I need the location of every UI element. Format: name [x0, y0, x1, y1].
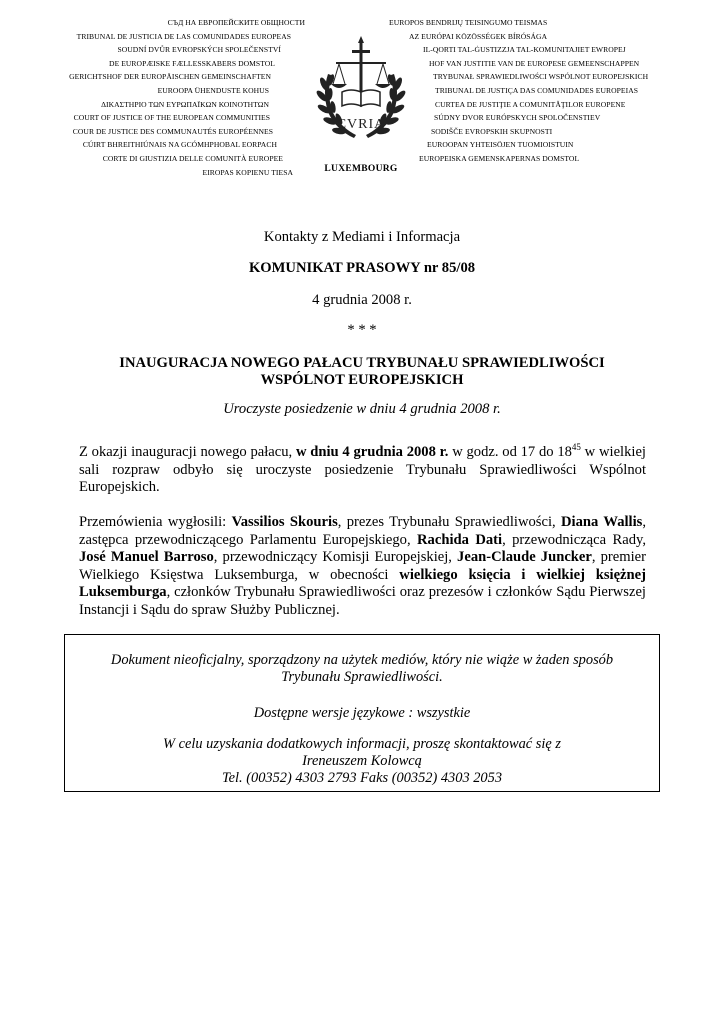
bold-date: w dniu 4 grudnia 2008 r.: [295, 444, 449, 460]
contact-line: W celu uzyskania dodatkowych informacji, proszę skontaktować się z: [163, 736, 561, 752]
court-name: EUROPOS BENDRIJŲ TEISINGUMO TEISMAS: [389, 18, 548, 27]
court-name: EUROOPA ÜHENDUSTE KOHUS: [157, 85, 269, 95]
court-name: DE EUROPÆISKE FÆLLESSKABERS DOMSTOL: [109, 58, 275, 68]
speaker-name: Jean-Claude Juncker: [457, 549, 592, 565]
text-run: Przemówienia wygłosili:: [79, 514, 232, 530]
court-name: SODIŠČE EVROPSKIH SKUPNOSTI: [431, 126, 553, 136]
text-run: , członków Trybunału Sprawiedliwości oraz prezesów i członków Sądu Pierwszej Instancji i Sądu do spraw Służby Publicznej.: [79, 584, 646, 618]
office-name: Kontakty z Mediami i Informacja: [263, 229, 461, 245]
court-name: ΔΙΚΑΣΤΗΡΙΟ ΤΩΝ ΕΥΡΩΠΑΪΚΩΝ ΚΟΙΝΟΤΗΤΩΝ: [101, 99, 269, 109]
speaker-name: Rachida Dati: [417, 531, 503, 548]
court-name: EIROPAS KOPIENU TIESA: [202, 167, 293, 177]
title-line: WSPÓLNOT EUROPEJSKICH: [260, 372, 464, 388]
court-name: EUROOPAN YHTEISÖJEN TUOMIOISTUIN: [427, 140, 574, 150]
court-name: GERICHTSHOF DER EUROPÄISCHEN GEMEINSCHAFTEN: [69, 72, 271, 82]
contact-phone: Tel. (00352) 4303 2793 Faks (00352) 4303 2053: [221, 770, 503, 786]
disclaimer-line: Trybunału Sprawiedliwości.: [281, 669, 443, 685]
text-run: w wielkiej sali rozpraw odbyło się uroczyste posiedzenie Trybunału Sprawiedliwości Wspólnot Europejskich.: [79, 444, 646, 495]
court-name: TRIBUNAL DE JUSTIÇA DAS COMUNIDADES EUROPEIAS: [435, 85, 639, 95]
language-versions: Dostępne wersje językowe : wszystkie: [253, 705, 471, 721]
court-name: COUR DE JUSTICE DES COMMUNAUTÉS EUROPÉENNES: [72, 126, 273, 136]
title-line: INAUGURACJA NOWEGO PAŁACU TRYBUNAŁU SPRAWIEDLIWOŚCI: [119, 355, 605, 371]
paragraph-inauguration: [79, 444, 646, 497]
court-names-right: [389, 16, 709, 166]
disclaimer-line: Dokument nieoficjalny, sporządzony na użytek mediów, który nie wiąże w żaden sposób: [110, 652, 614, 668]
text-run: Z okazji inauguracji nowego pałacu,: [79, 444, 296, 460]
document-title: [60, 355, 664, 389]
document-subtitle: Uroczyste posiedzenie w dniu 4 grudnia 2008 r.: [223, 401, 501, 417]
text-run: , przewodnicząca Rady,: [502, 531, 647, 548]
speaker-name: Vassilios Skouris: [231, 514, 338, 530]
court-name: HOF VAN JUSTITIE VAN DE EUROPESE GEMEENSCHAPPEN: [429, 58, 640, 68]
text-run: w godz. od 17 do 18: [448, 444, 572, 460]
court-name: CÚIRT BHREITHIÚNAIS NA GCÓMHPHOBAL EORPACH: [82, 140, 277, 150]
separator-stars: * * *: [347, 322, 377, 338]
court-name: СЪД НА ЕВРОПЕЙСКИТЕ ОБЩНОСТИ: [167, 18, 305, 27]
court-emblem-icon: [306, 34, 416, 164]
court-name: CURTEA DE JUSTIŢIE A COMUNITĂŢILOR EUROPENE: [435, 99, 626, 109]
contact-person: Ireneuszem Kolowcą: [302, 753, 422, 769]
text-run: , premier Wielkiego Księstwa Luksemburga, w obecności: [79, 549, 646, 583]
emblem-text: CVRIA: [336, 117, 386, 132]
court-name: IL-QORTI TAL-ĠUSTIZZJA TAL-KOMUNITAJIET EWROPEJ: [423, 45, 626, 55]
speaker-name: José Manuel Barroso: [79, 549, 214, 565]
court-name: AZ EURÓPAI KÖZÖSSÉGEK BÍRÓSÁGA: [409, 31, 548, 41]
notice-box: [64, 634, 660, 792]
document-date: 4 grudnia 2008 r.: [312, 292, 412, 308]
speaker-name: Diana Wallis: [561, 514, 643, 530]
court-name: SOUDNÍ DVŮR EVROPSKÝCH SPOLEČENSTVÍ: [117, 45, 281, 55]
court-name: CORTE DI GIUSTIZIA DELLE COMUNITÀ EUROPEE: [102, 153, 283, 163]
city-label: LUXEMBOURG: [324, 164, 398, 174]
text-run: , zastępca przewodniczącego Parlamentu Europejskiego,: [79, 514, 646, 548]
disclaimer: [65, 652, 659, 686]
guests-of-honour: wielkiego księcia i wielkiej księżnej Luksemburga: [79, 566, 646, 600]
court-name: SÚDNY DVOR EURÓPSKYCH SPOLOČENSTIEV: [434, 113, 601, 123]
contact-info: [65, 736, 659, 787]
text-run: , przewodniczący Komisji Europejskiej,: [213, 549, 458, 565]
superscript-minutes: 45: [571, 442, 581, 452]
court-name: TRYBUNAŁ SPRAWIEDLIWOŚCI WSPÓLNOT EUROPEJSKICH: [433, 72, 649, 82]
court-name: TRIBUNAL DE JUSTICIA DE LAS COMUNIDADES EUROPEAS: [76, 31, 291, 41]
court-name: EUROPEISKA GEMENSKAPERNAS DOMSTOL: [419, 153, 580, 163]
court-name: COURT OF JUSTICE OF THE EUROPEAN COMMUNITIES: [73, 113, 270, 123]
court-names-left: [30, 16, 305, 179]
paragraph-speakers: [79, 514, 646, 619]
text-run: , prezes Trybunału Sprawiedliwości,: [337, 514, 562, 530]
communique-number: KOMUNIKAT PRASOWY nr 85/08: [248, 260, 476, 276]
